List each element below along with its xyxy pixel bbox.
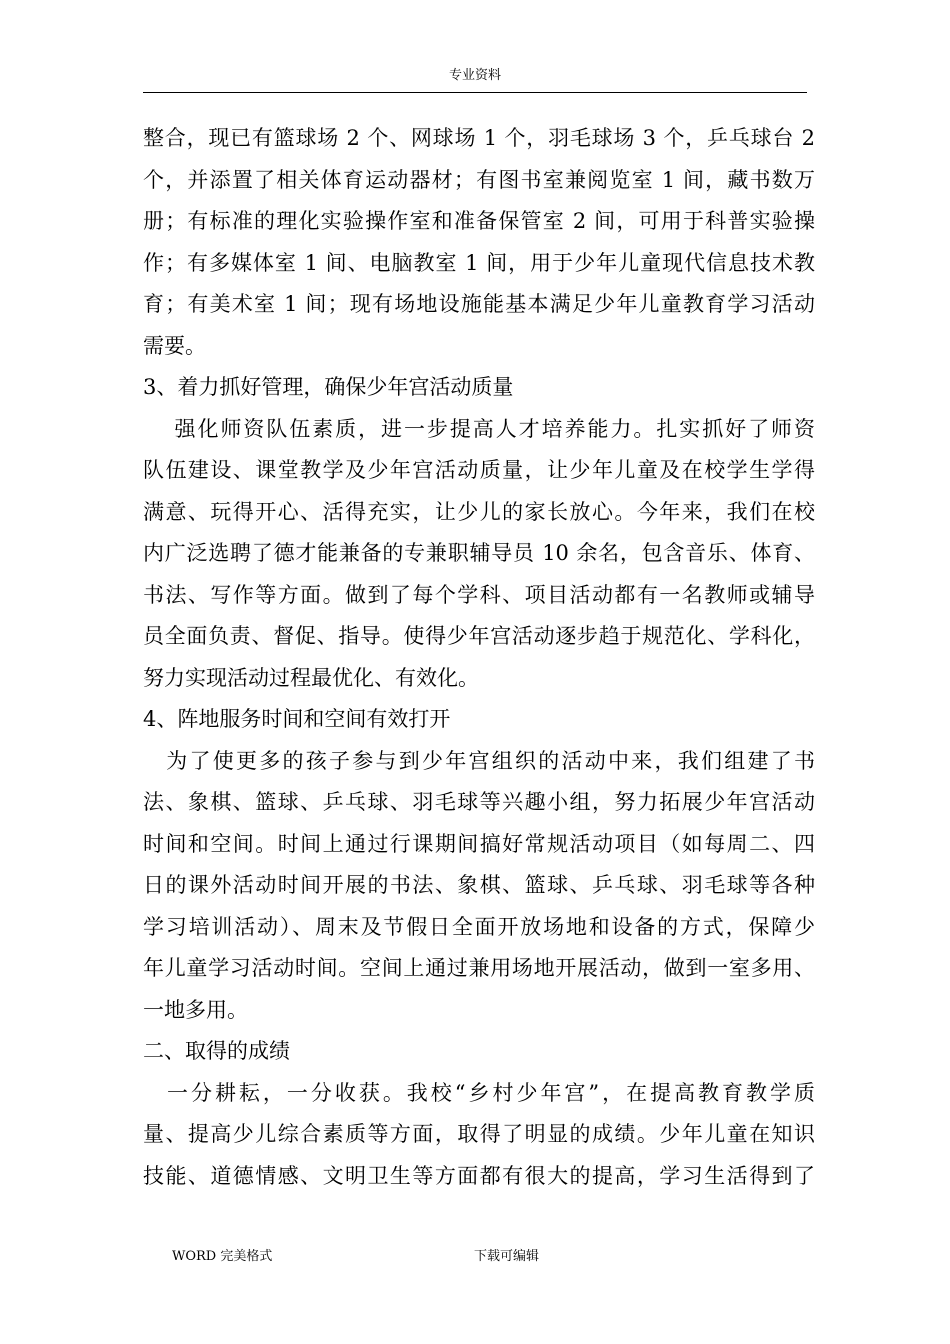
text-line: 法、象棋、篮球、乒乓球、羽毛球等兴趣小组，努力拓展少年宫活动 [143,790,815,814]
text-line: 册；有标准的理化实验操作室和准备保管室 2 间，可用于科普实验操 [143,209,815,233]
text-line: 员全面负责、督促、指导。使得少年宫活动逐步趋于规范化、学科化， [143,624,815,648]
text-line: 整合，现已有篮球场 2 个、网球场 1 个，羽毛球场 3 个，乒乓球台 2 [143,126,815,150]
text-line: 一地多用。 [143,997,248,1022]
text-line: 队伍建设、课堂教学及少年宫活动质量，让少年儿童及在校学生学得 [143,458,815,482]
document-body [143,118,815,1197]
text-line: 书法、写作等方面。做到了每个学科、项目活动都有一名教师或辅导 [143,582,815,607]
text-line: 个，并添置了相关体育运动器材；有图书室兼阅览室 1 间，藏书数万 [143,167,815,192]
text-line: 强化师资队伍素质，进一步提高人才培养能力。扎实抓好了师资 [143,416,815,441]
text-line: 为了使更多的孩子参与到少年宫组织的活动中来，我们组建了书 [143,748,815,773]
text-line: 内广泛选聘了德才能兼备的专兼职辅导员 10 余名，包含音乐、体育、 [143,541,815,565]
text-line: 满意、玩得开心、活得充实，让少儿的家长放心。今年来，我们在校 [143,499,815,524]
header-title: 专业资料 [448,68,501,83]
footer-left-text: WORD 完美格式 [172,1249,273,1264]
text-line: 日的课外活动时间开展的书法、象棋、篮球、乒乓球、羽毛球等各种 [143,873,815,897]
text-line: 技能、道德情感、文明卫生等方面都有很大的提高，学习生活得到了 [143,1163,815,1188]
page-header [143,66,807,93]
text-line: 时间和空间。时间上通过行课期间搞好常规活动项目（如每周二、四 [143,831,815,856]
footer-right-text: 下载可编辑 [474,1249,540,1264]
text-line: 学习培训活动）、周末及节假日全面开放场地和设备的方式，保障少 [143,914,815,939]
text-line: 一分耕耘，一分收获。我校“乡村少年宫”，在提高教育教学质 [143,1080,815,1105]
text-line: 4、阵地服务时间和空间有效打开 [143,707,451,731]
text-line: 二、取得的成绩 [143,1039,290,1063]
text-line: 育；有美术室 1 间；现有场地设施能基本满足少年儿童教育学习活动 [143,292,815,316]
text-line: 3、着力抓好管理，确保少年宫活动质量 [143,375,514,399]
text-line: 作；有多媒体室 1 间、电脑教室 1 间，用于少年儿童现代信息技术教 [143,250,815,275]
text-line: 量、提高少儿综合素质等方面，取得了明显的成绩。少年儿童在知识 [143,1122,815,1146]
text-line: 努力实现活动过程最优化、有效化。 [143,665,479,690]
text-line: 需要。 [143,333,206,358]
text-line: 年儿童学习活动时间。空间上通过兼用场地开展活动，做到一室多用、 [143,956,815,980]
